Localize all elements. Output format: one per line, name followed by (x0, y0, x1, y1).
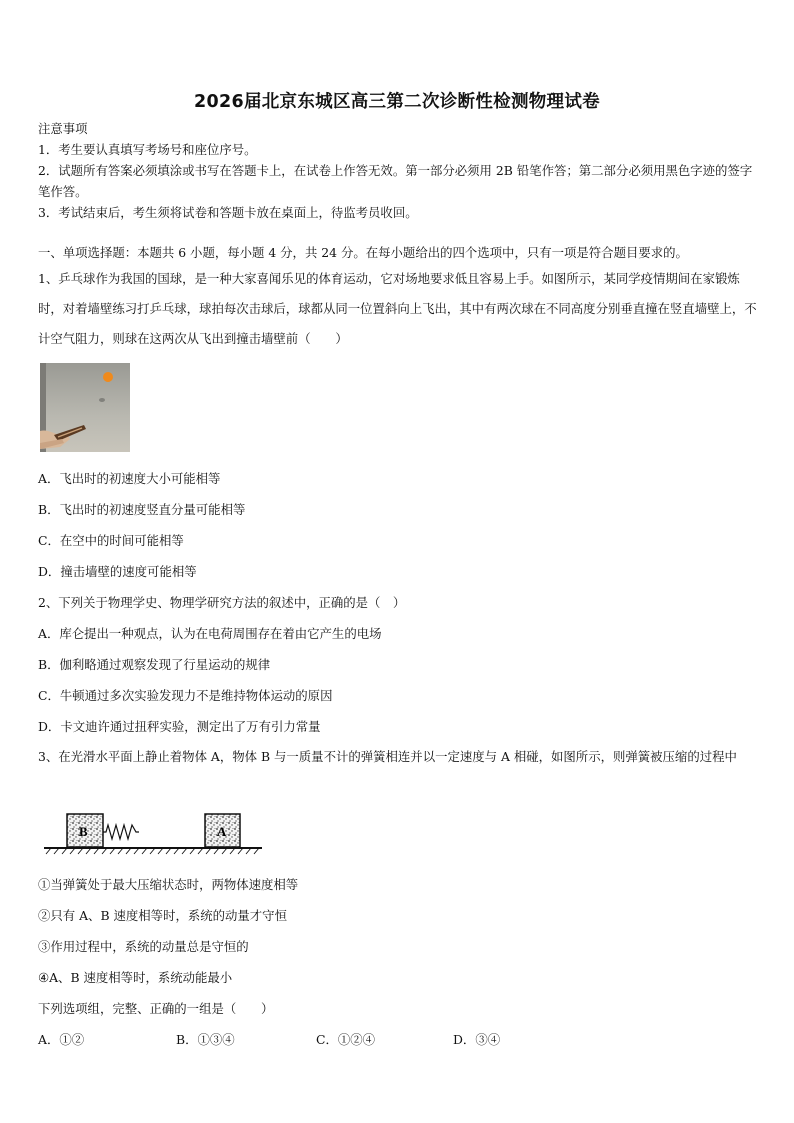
q2-option-b: B．伽利略通过观察发现了行星运动的规律 (38, 657, 271, 672)
question-1-stem: 1、乒乓球作为我国的国球，是一种大家喜闻乐见的体育运动，它对场地要求低且容易上手。如图所示，某同学疫情期间在家锻炼时，对着墙壁练习打乒乓球，球拍每次击球后，球都从同一位置斜向上飞出，其中有两次球在不同高度分别垂直撞在竖直墙壁上，不计空气阻力，则球在这两次从飞出到撞击墙壁前（ ） (38, 271, 757, 346)
q2-option-a: A．库仑提出一种观点，认为在电荷周围存在着由它产生的电场 (38, 626, 382, 641)
spring-blocks-diagram (42, 810, 264, 858)
q1-option-c: C．在空中的时间可能相等 (38, 533, 184, 548)
question-2-stem: 2、下列关于物理学史、物理学研究方法的叙述中，正确的是（ ） (38, 595, 406, 610)
q3-statement-4: ④A、B 速度相等时，系统动能最小 (38, 970, 233, 985)
q3-choices (38, 1030, 760, 1050)
q2-option-c: C．牛顿通过多次实验发现力不是维持物体运动的原因 (38, 688, 333, 703)
ball (103, 372, 113, 382)
page-title: 2026届北京东城区高三第二次诊断性检测物理试卷 (194, 92, 600, 112)
q3-statement-1: ①当弹簧处于最大压缩状态时，两物体速度相等 (38, 877, 299, 892)
section-heading: 一、单项选择题：本题共 6 小题，每小题 4 分，共 24 分。在每小题给出的四个选项中，只有一项是符合题目要求的。 (38, 245, 688, 260)
q2-option-d: D．卡文迪许通过扭秤实验，测定出了万有引力常量 (38, 719, 321, 734)
q3-choice-a: A．①② (38, 1032, 85, 1047)
block-a-label: A (217, 824, 227, 839)
q3-choice-d: D．③④ (453, 1032, 501, 1047)
ping-pong-photo (40, 363, 130, 452)
q1-option-a: A．飞出时的初速度大小可能相等 (38, 471, 221, 486)
notice-item-3: 3．考试结束后，考生须将试卷和答题卡放在桌面上，待监考员收回。 (38, 205, 418, 220)
q1-option-b: B．飞出时的初速度竖直分量可能相等 (38, 502, 246, 517)
q3-choice-b: B．①③④ (176, 1032, 235, 1047)
q3-choice-c: C．①②④ (316, 1032, 376, 1047)
notice-item-1: 1．考生要认真填写考场号和座位序号。 (38, 142, 257, 157)
block-b-label: B (79, 824, 88, 839)
notice-heading: 注意事项 (38, 121, 88, 136)
question-3-stem: 3、在光滑水平面上静止着物体 A，物体 B 与一质量不计的弹簧相连并以一定速度与 A 相碰，如图所示，则弹簧被压缩的过程中 (38, 749, 737, 764)
notice-item-2: 2．试题所有答案必须填涂或书写在答题卡上，在试卷上作答无效。第一部分必须用 2B 铅笔作答；第二部分必须用黑色字迹的签字笔作答。 (38, 163, 753, 199)
q1-option-d: D．撞击墙壁的速度可能相等 (38, 564, 197, 579)
q3-statement-2: ②只有 A、B 速度相等时，系统的动量才守恒 (38, 908, 287, 923)
q3-statement-3: ③作用过程中，系统的动量总是守恒的 (38, 939, 249, 954)
q3-prompt: 下列选项组，完整、正确的一组是（ ） (38, 1001, 274, 1016)
spring (103, 825, 139, 839)
